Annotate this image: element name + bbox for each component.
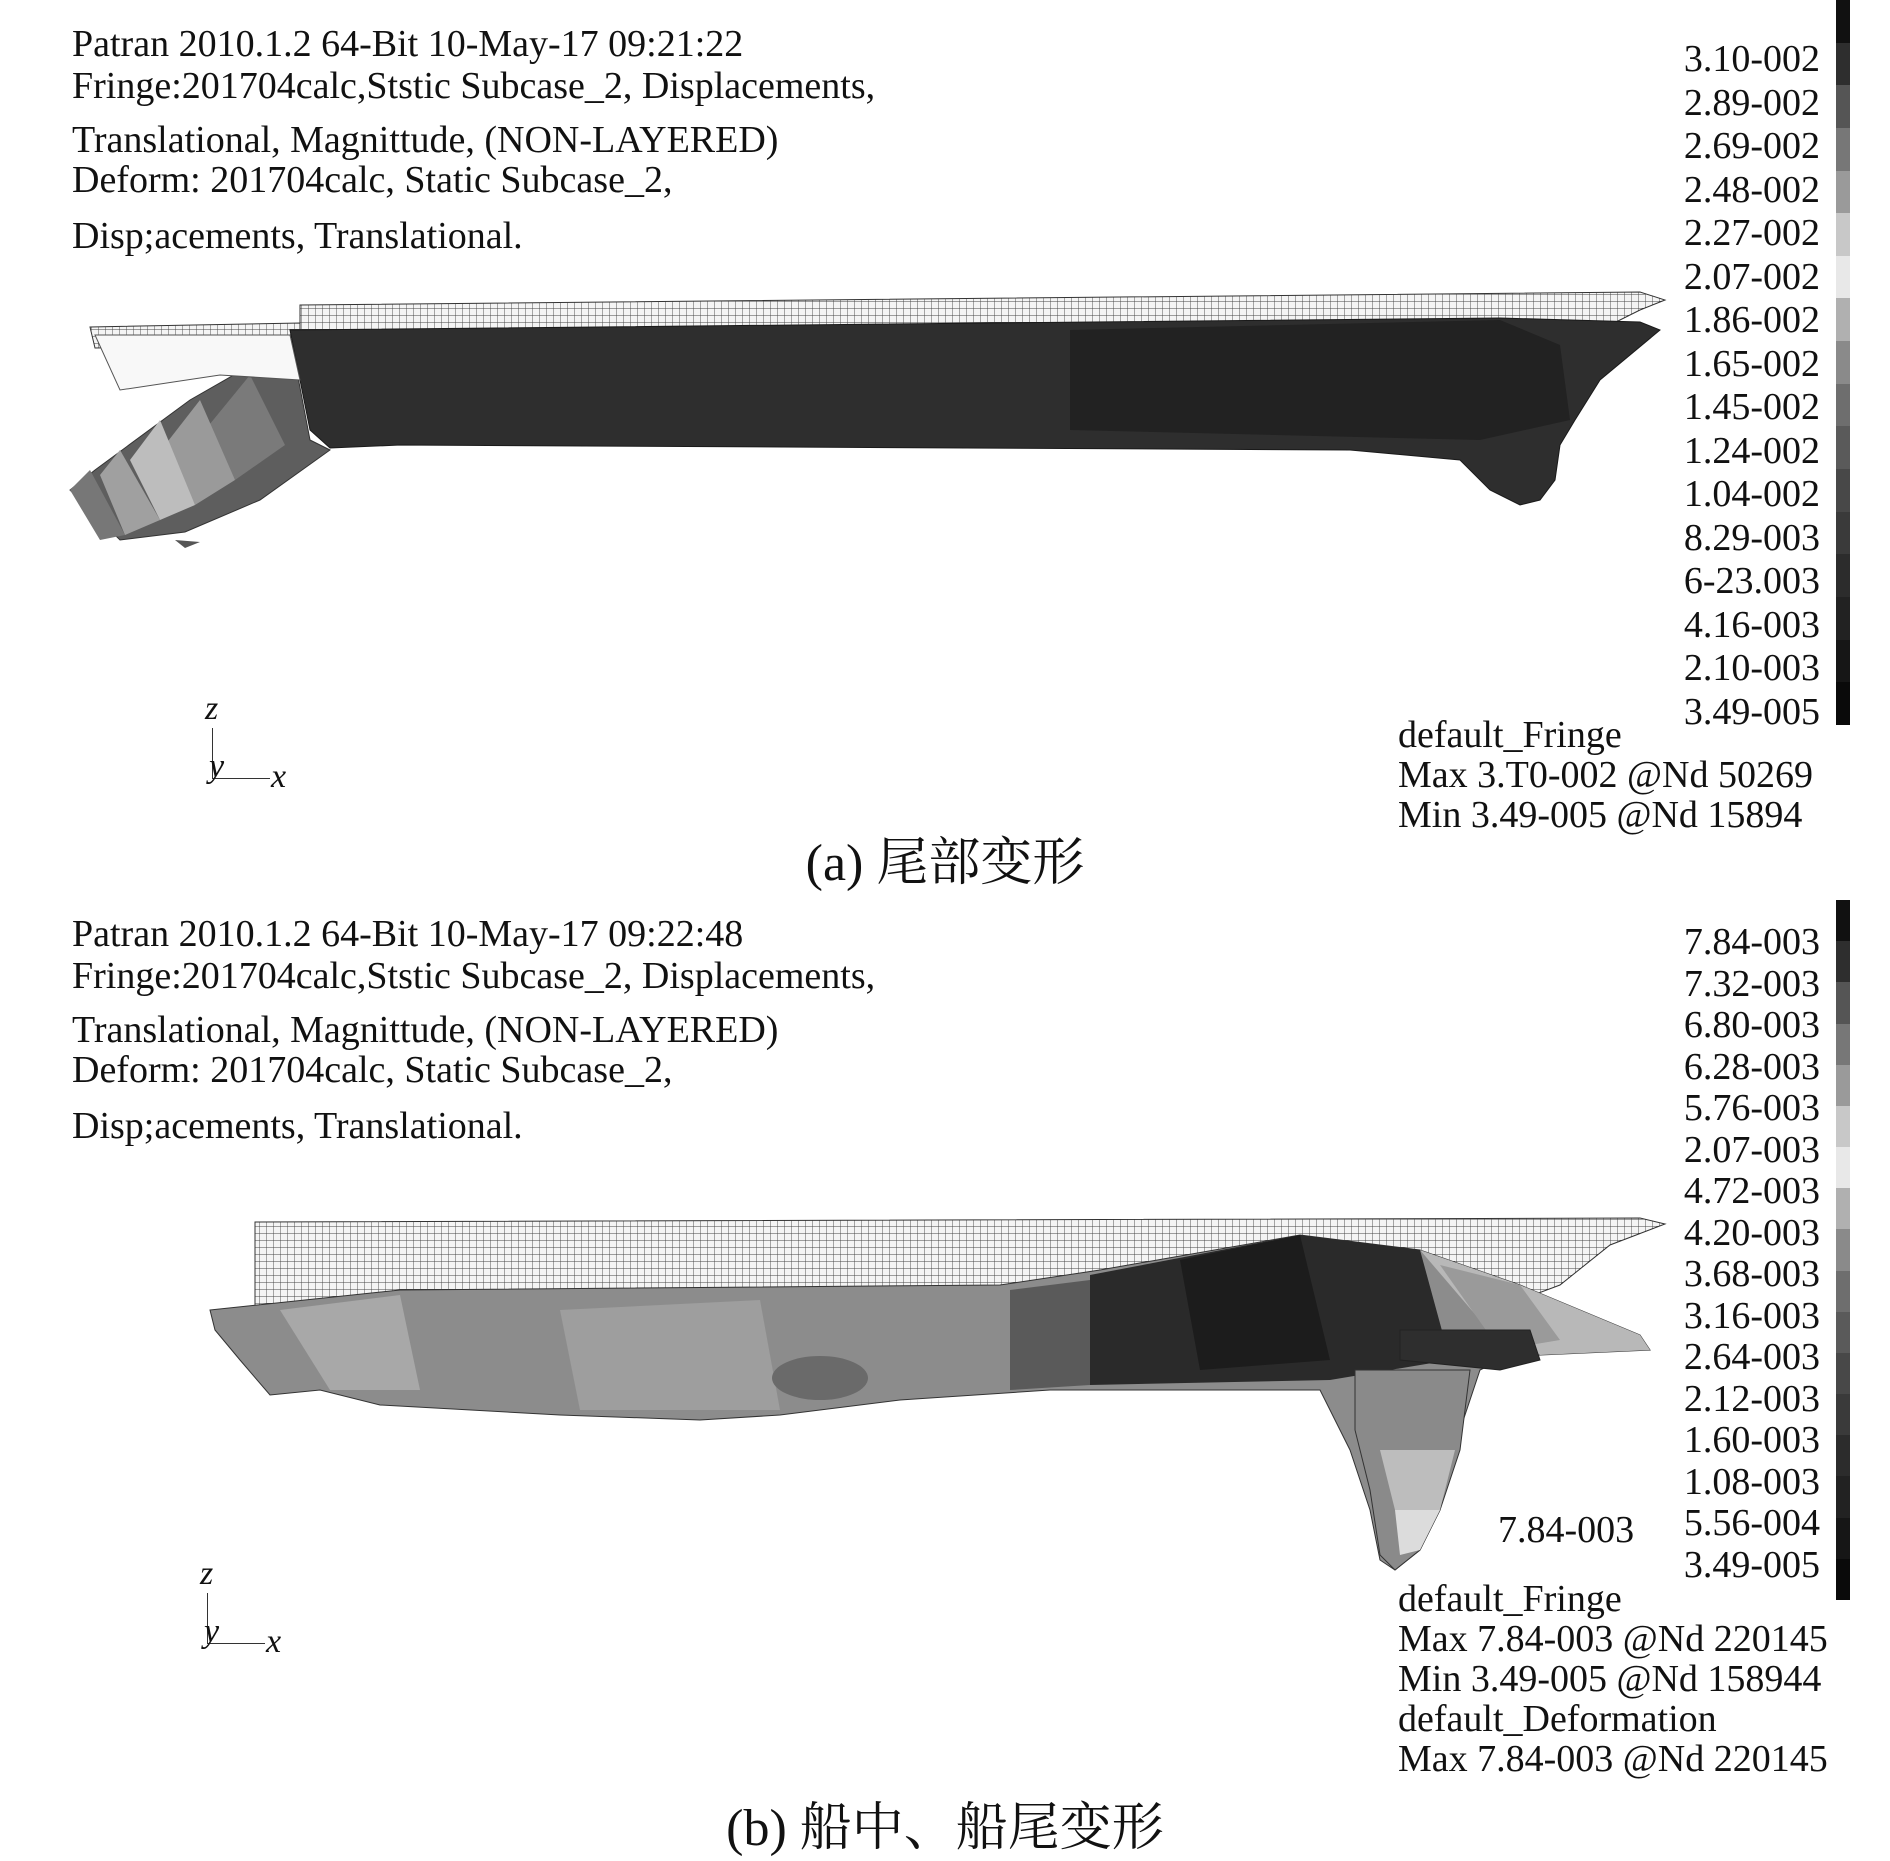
caption-a: (a) 尾部变形 <box>805 835 1085 892</box>
legend-value: 1.86-002 <box>1683 299 1820 341</box>
axis-z-label: z <box>200 1555 214 1592</box>
info-line: default_Fringe <box>1398 714 1622 756</box>
colorbar-segment <box>1836 1518 1850 1559</box>
colorbar-b <box>1836 900 1850 1600</box>
legend-value: 4.72-003 <box>1683 1170 1820 1212</box>
colorbar-segment <box>1836 469 1850 512</box>
colorbar-a <box>1836 0 1850 725</box>
colorbar-segment <box>1836 1394 1850 1435</box>
hull-model-b <box>0 890 1700 1610</box>
colorbar-segment <box>1836 1065 1850 1106</box>
legend-value: 2.07-002 <box>1683 255 1820 298</box>
panel-a <box>0 0 1890 890</box>
legend-value: 1.65-002 <box>1683 342 1820 385</box>
axis-x-label: x <box>271 758 287 795</box>
legend-value: 2.48-002 <box>1683 168 1820 211</box>
axis-y-label: y <box>204 1613 220 1650</box>
legend-value: 2.27-002 <box>1683 212 1820 254</box>
colorbar-segment <box>1836 554 1850 597</box>
legend-value: 6.28-003 <box>1683 1045 1820 1088</box>
legend-value: 5.76-003 <box>1683 1087 1820 1129</box>
axis-y-label: y <box>209 748 225 785</box>
colorbar-segment <box>1836 1271 1850 1312</box>
legend-value: 1.08-003 <box>1683 1460 1820 1503</box>
colorbar-segment <box>1836 512 1850 555</box>
info-line: Max 3.T0-002 @Nd 50269 <box>1398 754 1813 796</box>
header-line: Patran 2010.1.2 64-Bit 10-May-17 09:22:48 <box>72 913 744 955</box>
legend-value: 1.04-002 <box>1683 473 1820 515</box>
colorbar-segment <box>1836 1353 1850 1394</box>
colorbar-segment <box>1836 298 1850 341</box>
colorbar-segment <box>1836 0 1850 43</box>
info-line: default_Deformation <box>1398 1698 1717 1740</box>
axis-triad-b <box>200 1555 290 1660</box>
legend-value: 3.49-005 <box>1683 1543 1820 1586</box>
colorbar-segment <box>1836 982 1850 1023</box>
panel-b <box>0 890 1890 1861</box>
colorbar-segment <box>1836 1229 1850 1270</box>
header-line: Fringe:201704calc,Ststic Subcase_2, Displacements, <box>72 65 876 107</box>
colorbar-segment <box>1836 1147 1850 1188</box>
legend-value: 3.68-003 <box>1683 1253 1820 1295</box>
legend-value: 7.32-003 <box>1683 962 1820 1005</box>
legend-value: 7.84-003 <box>1683 921 1820 963</box>
colorbar-segment <box>1836 426 1850 469</box>
legend-value: 2.07-003 <box>1683 1128 1820 1171</box>
header-line: Deform: 201704calc, Static Subcase_2, <box>72 1049 673 1091</box>
info-line: Min 3.49-005 @Nd 158944 <box>1398 1658 1822 1700</box>
colorbar-segment <box>1836 256 1850 299</box>
colorbar-segment <box>1836 384 1850 427</box>
axis-z-label: z <box>205 690 219 727</box>
legend-value: 6.80-003 <box>1683 1004 1820 1046</box>
colorbar-segment <box>1836 682 1850 725</box>
hull-model-a <box>0 0 1700 560</box>
colorbar-segment <box>1836 1476 1850 1517</box>
legend-value: 4.16-003 <box>1683 603 1820 646</box>
legend-value: 2.64-003 <box>1683 1336 1820 1378</box>
info-line: Min 3.49-005 @Nd 15894 <box>1398 794 1803 836</box>
colorbar-segment <box>1836 128 1850 171</box>
colorbar-segment <box>1836 341 1850 384</box>
legend-value: 3.10-002 <box>1683 38 1820 80</box>
header-line: Patran 2010.1.2 64-Bit 10-May-17 09:21:22 <box>72 23 744 65</box>
colorbar-segment <box>1836 1024 1850 1065</box>
header-line: Disp;acements, Translational. <box>72 215 523 257</box>
legend-value: 2.10-003 <box>1683 647 1820 689</box>
caption-b: (b) 船中、船尾变形 <box>726 1800 1164 1857</box>
header-line: Fringe:201704calc,Ststic Subcase_2, Displacements, <box>72 955 876 997</box>
header-line: Translational, Magnittude, (NON-LAYERED) <box>72 1009 779 1051</box>
legend-value: 6-23.003 <box>1683 560 1820 602</box>
legend-value: 3.49-005 <box>1683 690 1820 733</box>
colorbar-segment <box>1836 597 1850 640</box>
info-line: Max 7.84-003 @Nd 220145 <box>1398 1618 1828 1660</box>
colorbar-segment <box>1836 640 1850 683</box>
legend-value: 8.29-003 <box>1683 516 1820 559</box>
info-line: Max 7.84-003 @Nd 220145 <box>1398 1738 1828 1780</box>
colorbar-segment <box>1836 1188 1850 1229</box>
legend-value: 1.45-002 <box>1683 386 1820 428</box>
colorbar-segment <box>1836 85 1850 128</box>
colorbar-segment <box>1836 900 1850 941</box>
max-marker-label: 7.84-003 <box>1498 1509 1635 1551</box>
colorbar-segment <box>1836 1106 1850 1147</box>
legend-value: 2.89-002 <box>1683 81 1820 124</box>
info-line: default_Fringe <box>1398 1578 1622 1620</box>
colorbar-segment <box>1836 1312 1850 1353</box>
legend-value: 5.56-004 <box>1683 1502 1820 1544</box>
legend-value: 2.12-003 <box>1683 1377 1820 1420</box>
legend-value: 2.69-002 <box>1683 125 1820 167</box>
header-line: Deform: 201704calc, Static Subcase_2, <box>72 159 673 201</box>
colorbar-segment <box>1836 171 1850 214</box>
colorbar-segment <box>1836 213 1850 256</box>
legend-value: 1.60-003 <box>1683 1419 1820 1461</box>
colorbar-segment <box>1836 1559 1850 1600</box>
colorbar-segment <box>1836 941 1850 982</box>
legend-value: 3.16-003 <box>1683 1294 1820 1337</box>
header-line: Disp;acements, Translational. <box>72 1105 523 1147</box>
header-line: Translational, Magnittude, (NON-LAYERED) <box>72 119 779 161</box>
colorbar-segment <box>1836 1435 1850 1476</box>
legend-value: 4.20-003 <box>1683 1211 1820 1254</box>
axis-x-label: x <box>266 1623 282 1660</box>
colorbar-segment <box>1836 43 1850 86</box>
axis-triad-a <box>205 690 295 795</box>
legend-value: 1.24-002 <box>1683 429 1820 472</box>
